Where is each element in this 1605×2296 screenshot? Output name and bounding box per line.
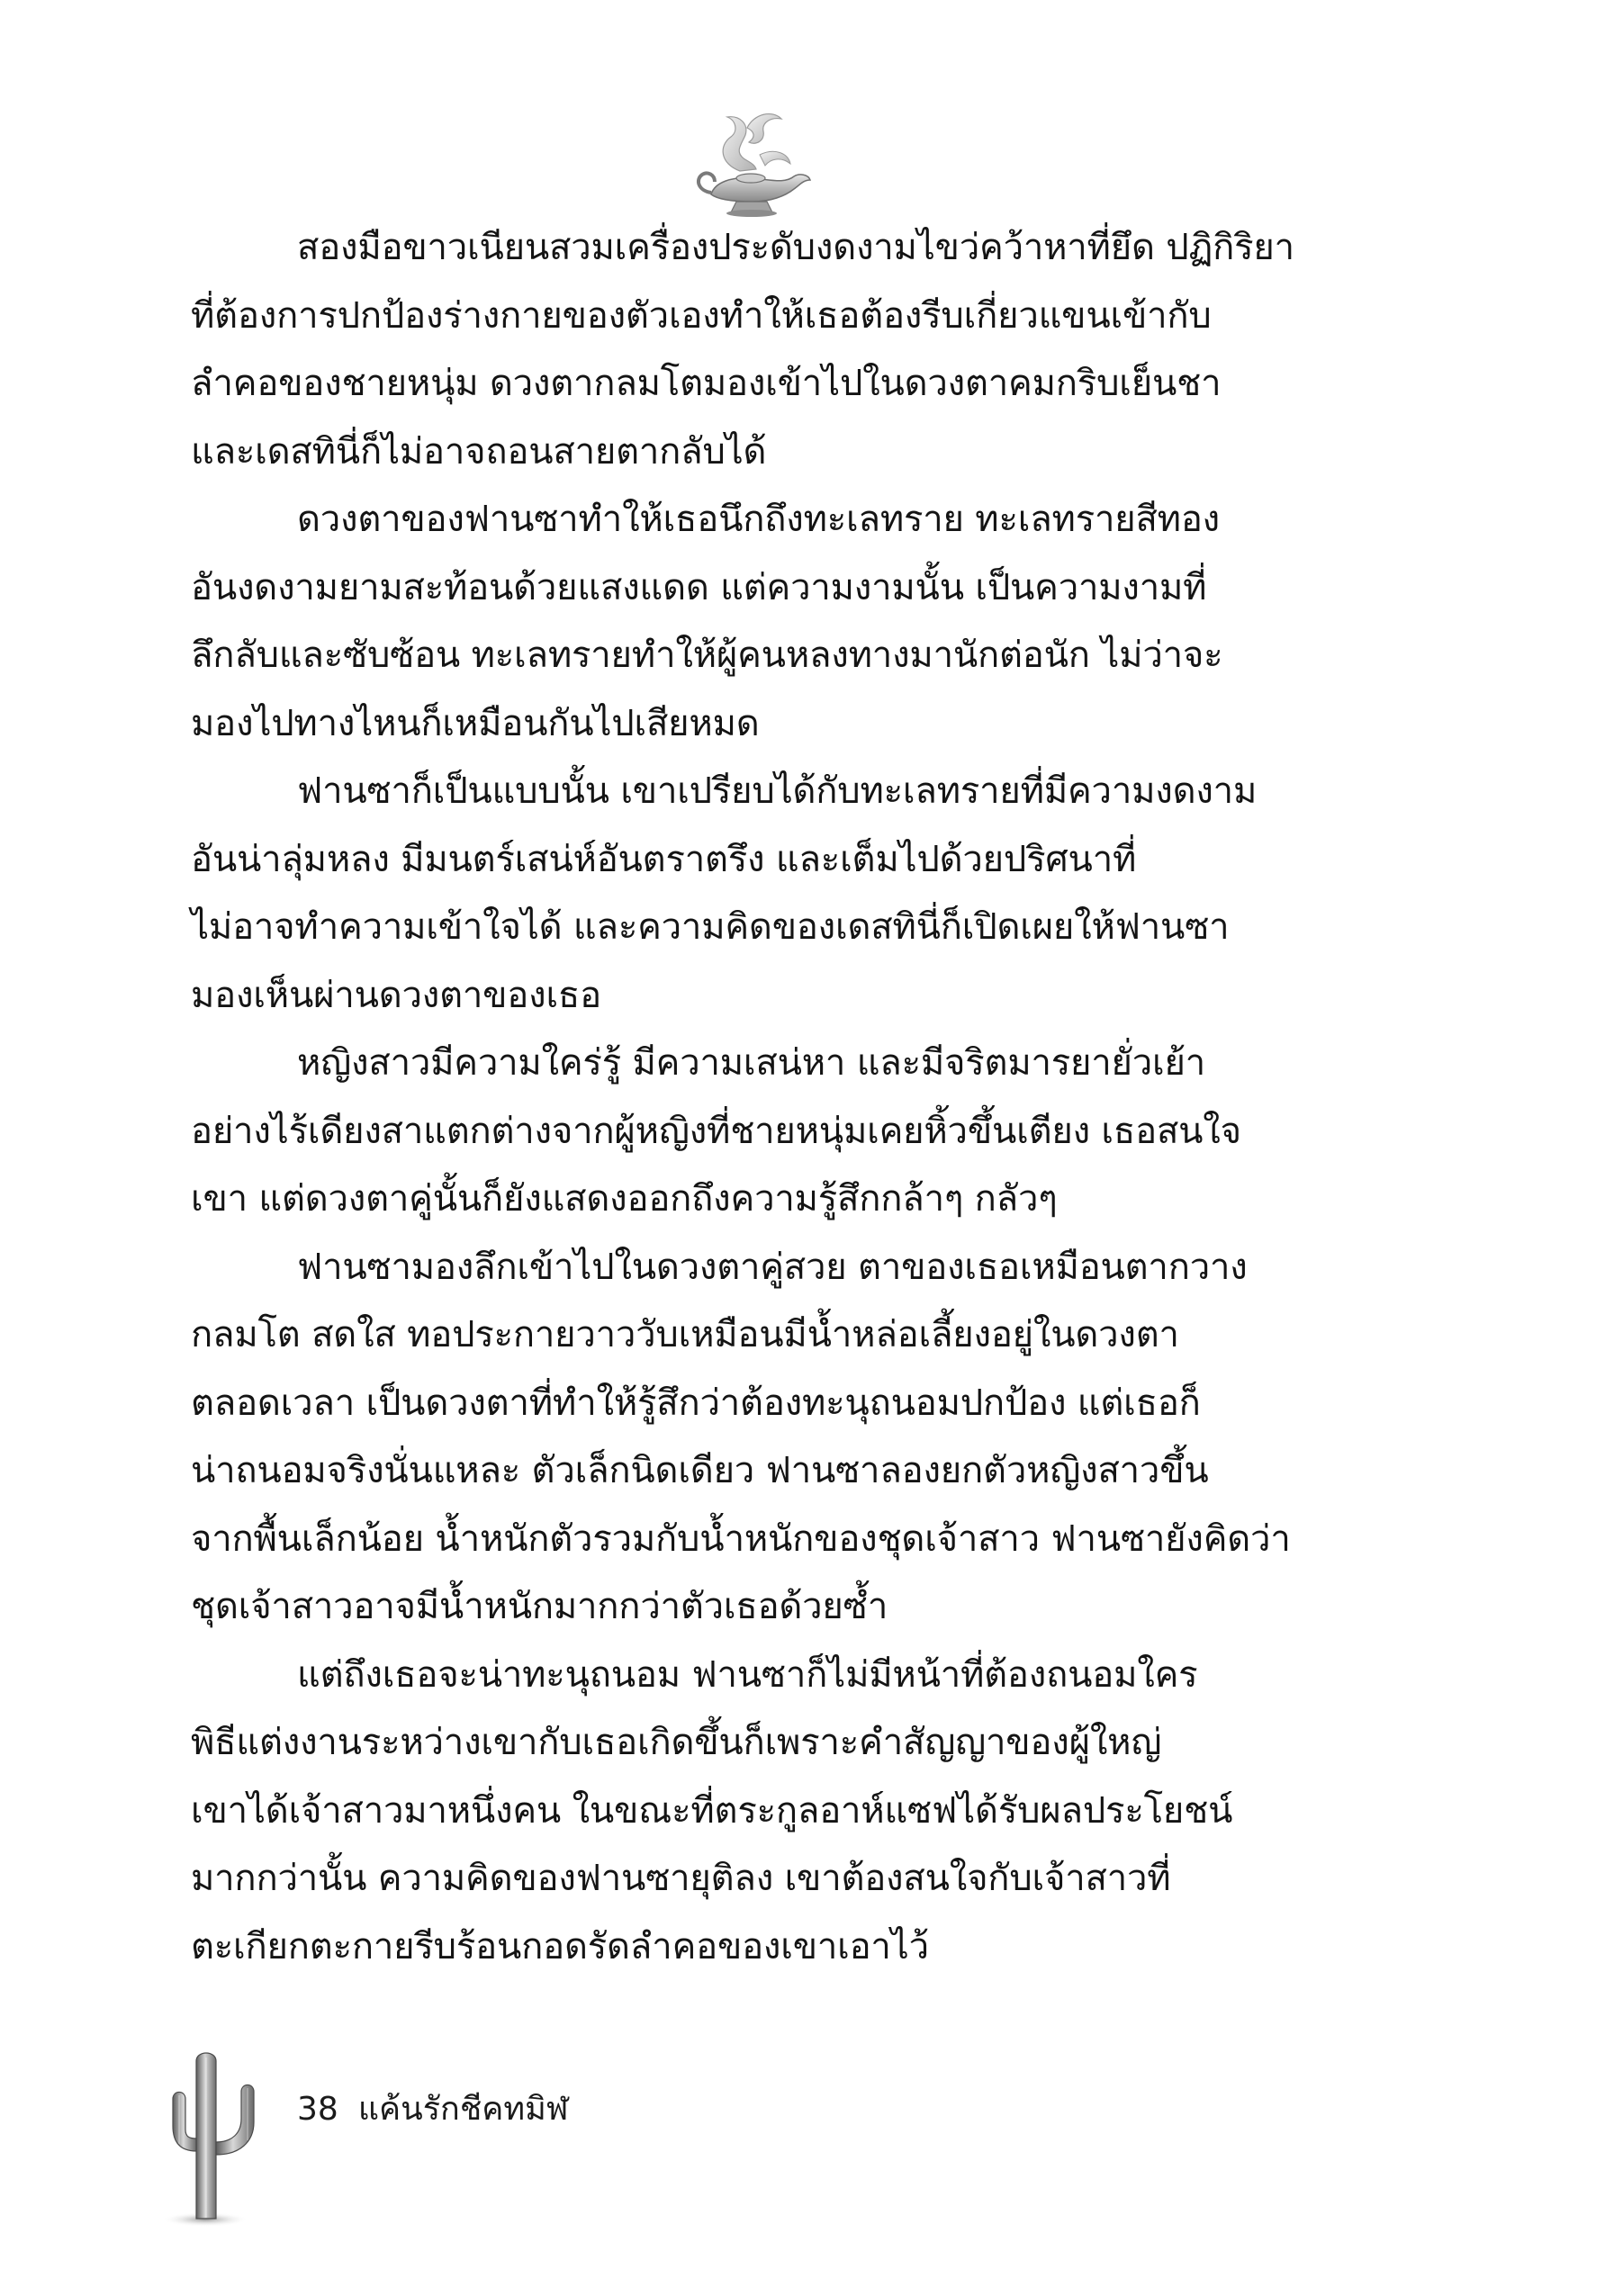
text-line: และเดสทินี่ก็ไม่อาจถอนสายตากลับได้ [191,430,767,473]
text-line: ชุดเจ้าสาวอาจมีน้ำหนักมากกว่าตัวเธอด้วยซ้ำ [191,1586,888,1627]
text-line: อย่างไร้เดียงสาแตกต่างจากผู้หญิงที่ชายหนุ่มเคยหิ้วขึ้นเตียง เธอสนใจ [191,1110,1241,1152]
text-line: พิธีแต่งงานระหว่างเขากับเธอเกิดขึ้นก็เพราะคำสัญญาของผู้ใหญ่ [191,1722,1162,1763]
text-line: ไม่อาจทำความเข้าใจได้ และความคิดของเดสทินี่ก็เปิดเผยให้ฟานซา [191,906,1230,948]
text-line: ที่ต้องการปกป้องร่างกายของตัวเองทำให้เธอต้องรีบเกี่ยวแขนเข้ากับ [191,294,1212,337]
text-line: ตะเกียกตะกายรีบร้อนกอดรัดลำคอของเขาเอาไว้ [191,1925,929,1967]
text-line: จากพื้นเล็กน้อย น้ำหนักตัวรวมกับน้ำหนักของชุดเจ้าสาว ฟานซายังคิดว่า [191,1517,1291,1560]
text-line: ฟานซาก็เป็นแบบนั้น เขาเปรียบได้กับทะเลทรายที่มีความงดงาม [297,770,1258,812]
text-line: ลำคอของชายหนุ่ม ดวงตากลมโตมองเข้าไปในดวงตาคมกริบเย็นชา [191,363,1222,404]
text-line: หญิงสาวมีความใคร่รู้ มีความเสน่หา และมีจริตมารยายั่วเย้า [297,1042,1206,1084]
text-line: ตลอดเวลา เป็นดวงตาที่ทำให้รู้สึกว่าต้องทะนุถนอมปกป้อง แต่เธอก็ [191,1382,1201,1424]
text-line: เขา แต่ดวงตาคู่นั้นก็ยังแสดงออกถึงความรู้สึกกล้าๆ กลัวๆ [191,1178,1058,1220]
text-line: มองไปทางไหนก็เหมือนกันไปเสียหมด [191,702,760,744]
text-line: อันน่าลุ่มหลง มีมนตร์เสน่ห์อันตราตรึง และเต็มไปด้วยปริศนาที่ [191,838,1137,880]
page-number: 38 [297,2091,338,2128]
page-footer [297,2090,588,2129]
text-line: ลึกลับและซับซ้อน ทะเลทรายทำให้ผู้คนหลงทางมานักต่อนัก ไม่ว่าจะ [191,635,1223,676]
magic-lamp-icon [684,101,819,222]
body-text [191,214,1307,1981]
text-line: กลมโต สดใส ทอประกายวาววับเหมือนมีน้ำหล่อเลี้ยงอยู่ในดวงตา [191,1314,1179,1355]
text-line: เขาได้เจ้าสาวมาหนึ่งคน ในขณะที่ตระกูลอาห์แซฟได้รับผลประโยชน์ [191,1789,1233,1832]
text-line: อันงดงามยามสะท้อนด้วยแสงแดด แต่ความงามนั้น เป็นความงามที่ [191,566,1207,608]
text-line: มากกว่านั้น ความคิดของฟานซายุติลง เขาต้องสนใจกับเจ้าสาวที่ [191,1858,1171,1899]
book-title: แค้นรักชีคทมิฬ [357,2091,569,2128]
text-line: ฟานซามองลึกเข้าไปในดวงตาคู่สวย ตาของเธอเหมือนตากวาง [297,1246,1248,1288]
text-line: สองมือขาวเนียนสวมเครื่องประดับงดงามไขว่คว้าหาที่ยึด ปฏิกิริยา [297,227,1294,268]
text-line: ดวงตาของฟานซาทำให้เธอนึกถึงทะเลทราย ทะเลทรายสีทอง [297,499,1221,540]
text-line: น่าถนอมจริงนั่นแหละ ตัวเล็กนิดเดียว ฟานซาลองยกตัวหญิงสาวขึ้น [191,1450,1209,1491]
cactus-icon [160,2043,259,2228]
text-line: มองเห็นผ่านดวงตาของเธอ [191,974,601,1016]
text-line: แต่ถึงเธอจะน่าทะนุถนอม ฟานซาก็ไม่มีหน้าที่ต้องถนอมใคร [297,1653,1198,1696]
